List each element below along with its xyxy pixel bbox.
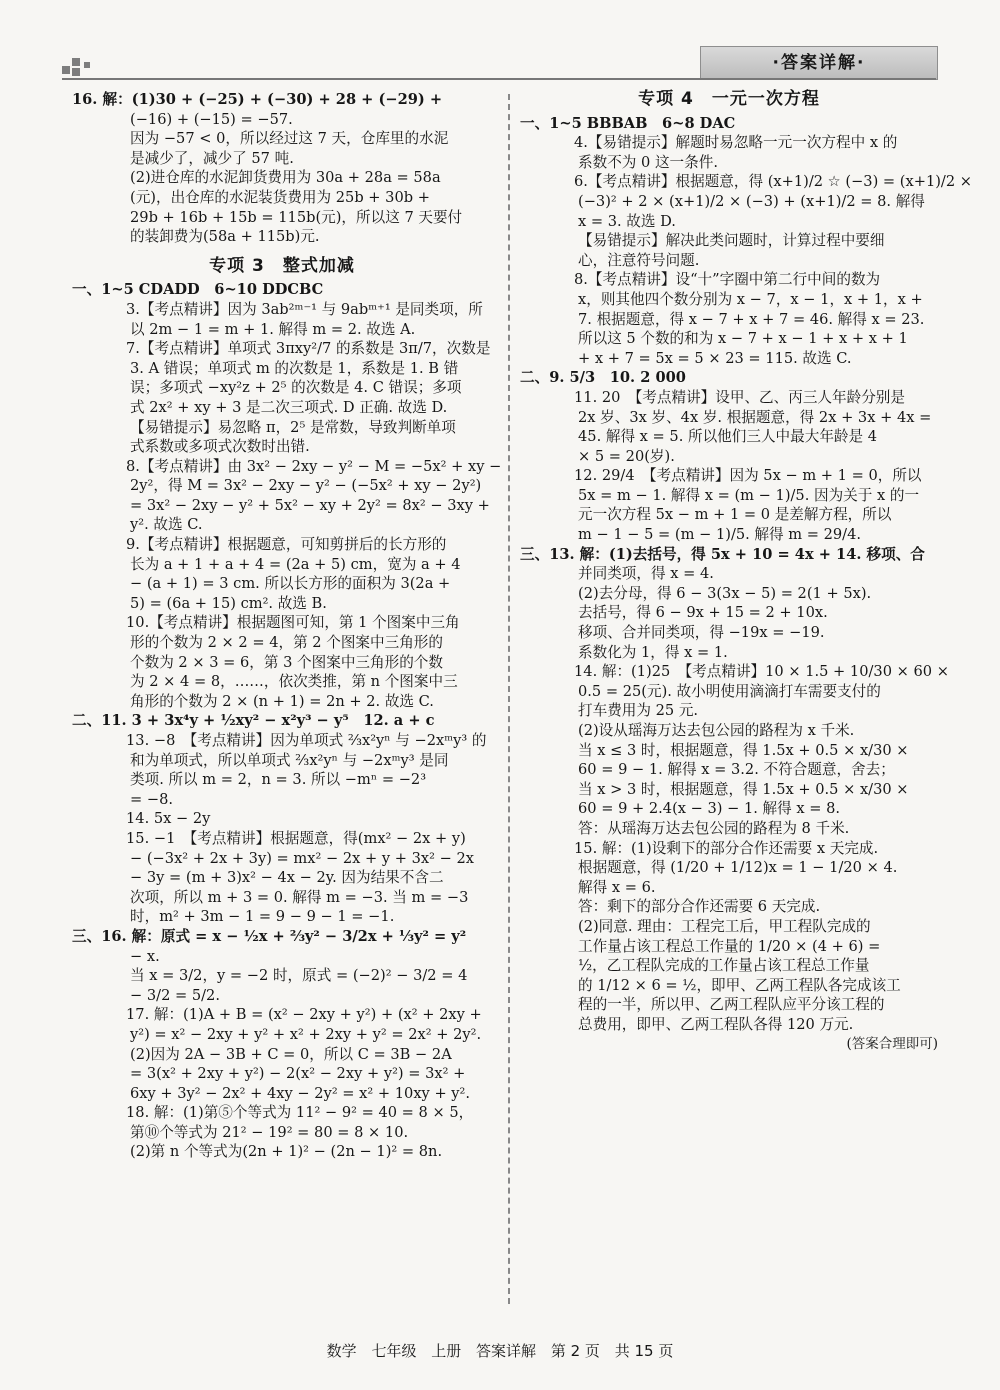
answer-line: 16. 解：(1)30 + (−25) + (−30) + 28 + (−29) +: [72, 91, 443, 108]
answer-line: 15. 解：(1)设剩下的部分合作还需要 x 天完成.: [574, 839, 879, 857]
answer-line: 6xy + 3y² − 2x² + 4xy − 2y² = x² + 10xy + y².: [130, 1084, 471, 1102]
answer-line: 7.【考点精讲】单项式 3πxy²/7 的系数是 3π/7，次数是: [126, 340, 491, 358]
column-divider: [508, 94, 510, 1304]
answer-line: (2)因为 2A − 3B + C = 0，所以 C = 3B − 2A: [130, 1045, 452, 1063]
answer-line: 9.【考点精讲】根据题意，可知剪拼后的长方形的: [126, 536, 447, 554]
answer-line: 的 1/12 × 6 = ½，即甲、乙两工程队各完成该工: [578, 976, 901, 994]
answer-line: 心，注意符号问题.: [578, 251, 700, 269]
footer-grade: 七年级: [371, 1342, 417, 1360]
left-column: [72, 90, 502, 1162]
answer-line: 一、1~5 CDADD 6~10 DDCBC: [72, 281, 324, 299]
answer-line: 4.【易错提示】解题时易忽略一元一次方程中 x 的: [574, 134, 898, 152]
answer-line: 工作量占该工程总工作量的 1/20 × (4 + 6) =: [578, 937, 881, 955]
answer-line: 程的一半，所以甲、乙两工程队应平分该工程的: [578, 996, 885, 1014]
answer-line: 二、9. 5/3 10. 2 000: [520, 369, 686, 387]
answer-line: x = 3. 故选 D.: [578, 212, 676, 230]
answer-line: 5) = (6a + 15) cm². 故选 B.: [130, 594, 327, 612]
answer-line: 二、11. 3 + 3x⁴y + ½xy² − x²y³ − y⁵ 12. a + c: [72, 712, 435, 730]
footer-page: 第 2 页: [550, 1342, 600, 1360]
answer-line: 【易错提示】解决此类问题时，计算过程中要细: [578, 232, 885, 250]
answer-line: m − 1 − 5 = (m − 1)/5. 解得 m = 29/4.: [578, 526, 862, 544]
answer-line: 答：剩下的部分合作还需要 6 天完成.: [578, 898, 821, 916]
answer-line: 18. 解：(1)第⑤个等式为 11² − 9² = 40 = 8 × 5，: [126, 1104, 474, 1122]
header-tab: ·答案详解·: [700, 46, 938, 80]
answer-line: 系数不为 0 这一条件.: [578, 153, 718, 171]
answer-line: 时，m² + 3m − 1 = 9 − 9 − 1 = −1.: [130, 908, 395, 926]
answer-line: 误；多项式 −xy²z + 2⁵ 的次数是 4. C 错误；多项: [130, 379, 462, 397]
answer-line: (2)第 n 个等式为(2n + 1)² − (2n − 1)² = 8n.: [130, 1143, 443, 1161]
answer-line: 三、13. 解：(1)去括号，得 5x + 10 = 4x + 14. 移项、合: [520, 545, 925, 563]
answer-line: (−16) + (−15) = −57.: [130, 110, 293, 128]
answer-line: 15. −1 【考点精讲】根据题意，得(mx² − 2x + y): [126, 829, 466, 847]
answer-line: + x + 7 = 5x = 5 × 23 = 115. 故选 C.: [578, 349, 852, 367]
answer-line: 5x = m − 1. 解得 x = (m − 1)/5. 因为关于 x 的一: [578, 486, 920, 504]
answer-line: 角形的个数为 2 × (n + 1) = 2n + 2. 故选 C.: [130, 692, 434, 710]
answer-line: 去括号，得 6 − 9x + 15 = 2 + 10x.: [578, 604, 828, 622]
answer-line: × 5 = 20(岁).: [578, 447, 675, 465]
answer-line: 10.【考点精讲】根据题图可知，第 1 个图案中三角: [126, 614, 460, 632]
answer-line: 7. 根据题意，得 x − 7 + x + 7 = 46. 解得 x = 23.: [578, 310, 925, 328]
answer-line: 是减少了，减少了 57 吨.: [130, 149, 294, 167]
answer-line: − (a + 1) = 3 cm. 所以长方形的面积为 3(2a +: [130, 575, 451, 593]
answer-line: 式系数或多项式次数时出错.: [130, 438, 310, 456]
answer-line: − 3y = (m + 3)x² − 4x − 2y. 因为结果不含二: [130, 869, 444, 887]
answer-line: 和为单项式，所以单项式 ⅔x²yⁿ 与 −2xᵐy³ 是同: [130, 751, 449, 769]
answer-line: − (−3x² + 2x + 3y) = mx² − 2x + y + 3x² − 2x: [130, 849, 474, 867]
answer-line: 第⑩个等式为 21² − 19² = 80 = 8 × 10.: [130, 1123, 409, 1141]
answer-line: (2)设从瑶海万达去包公园的路程为 x 千米.: [578, 722, 855, 739]
answer-line: 根据题意，得 (1/20 + 1/12)x = 1 − 1/20 × 4.: [578, 859, 898, 877]
answer-line: 元一次方程 5x − m + 1 = 0 是差解方程，所以: [578, 506, 892, 524]
answer-line: x，则其他四个数分别为 x − 7，x − 1，x + 1，x +: [578, 290, 923, 308]
answer-line: 次项，所以 m + 3 = 0. 解得 m = −3. 当 m = −3: [130, 888, 469, 906]
page-footer: [0, 1340, 1000, 1361]
answer-line: 的装卸费为(58a + 115b)元.: [130, 228, 320, 246]
answer-line: − x.: [130, 947, 160, 965]
answer-line: = 3(x² + 2xy + y²) − 2(x² − 2xy + y²) = 3x² +: [130, 1065, 466, 1083]
footer-subject: 数学: [326, 1342, 357, 1360]
answer-line: 一、1~5 BBBAB 6~8 DAC: [520, 114, 736, 132]
answer-line: 解得 x = 6.: [578, 878, 656, 896]
answer-line: 0.5 = 25(元). 故小明使用滴滴打车需要支付的: [578, 682, 881, 700]
answer-line: 6.【考点精讲】根据题意，得 (x+1)/2 ☆ (−3) = (x+1)/2 ×: [574, 173, 972, 191]
answer-line: y²) = x² − 2xy + y² + x² + 2xy + y² = 2x² + 2y².: [130, 1025, 482, 1043]
answer-line: 式 2x² + xy + 3 是二次三项式. D 正确. 故选 D.: [130, 398, 448, 416]
answer-line: 45. 解得 x = 5. 所以他们三人中最大年龄是 4: [578, 428, 878, 446]
answer-line: 总费用，即甲、乙两工程队各得 120 万元.: [578, 1015, 854, 1033]
corner-decoration: [62, 58, 102, 76]
answer-line: (答案合理即可): [846, 1035, 938, 1052]
answer-line: 14. 5x − 2y: [126, 810, 211, 828]
answer-line: − 3/2 = 5/2.: [130, 986, 220, 1004]
answer-line: 8.【考点精讲】设“十”字圈中第二行中间的数为: [574, 271, 881, 289]
answer-line: 14. 解：(1)25 【考点精讲】10 × 1.5 + 10/30 × 60 ×: [574, 663, 949, 681]
footer-book: 答案详解: [476, 1342, 537, 1360]
answer-line: 60 = 9 − 1. 解得 x = 3.2. 不符合题意，舍去；: [578, 761, 895, 779]
answer-line: 当 x = 3/2，y = −2 时，原式 = (−2)² − 3/2 = 4: [130, 967, 468, 985]
answer-line: (2)进仓库的水泥卸货费用为 30a + 28a = 58a: [130, 169, 441, 187]
answer-line: (−3)² + 2 × (x+1)/2 × (−3) + (x+1)/2 = 8. 解得: [578, 192, 925, 210]
answer-line: 8.【考点精讲】由 3x² − 2xy − y² − M = −5x² + xy −: [126, 457, 502, 475]
answer-line: 3. A 错误；单项式 m 的次数是 1，系数是 1. B 错: [130, 359, 459, 377]
section-heading: 专项 4 一元一次方程: [638, 89, 820, 109]
right-column: [520, 89, 972, 1054]
answer-line: 13. −8 【考点精讲】因为单项式 ⅔x²yⁿ 与 −2xᵐy³ 的: [126, 732, 487, 749]
answer-line: = 3x² − 2xy − y² + 5x² − xy + 2y² = 8x² − 3xy +: [130, 496, 490, 514]
answer-line: 29b + 16b + 15b = 115b(元)，所以这 7 天要付: [130, 208, 463, 226]
answer-line: 为 2 × 4 = 8，……，依次类推，第 n 个图案中三: [130, 673, 458, 691]
answer-line: 12. 29/4 【考点精讲】因为 5x − m + 1 = 0，所以: [574, 467, 922, 485]
answer-line: 【易错提示】易忽略 π，2⁵ 是常数，导致判断单项: [130, 418, 456, 436]
answer-line: 系数化为 1，得 x = 1.: [578, 643, 728, 661]
answer-line: (元)，出仓库的水泥装货费用为 25b + 30b +: [130, 188, 430, 206]
answer-line: (2)同意. 理由：工程完工后，甲工程队完成的: [578, 917, 871, 935]
answer-line: y². 故选 C.: [130, 516, 203, 534]
answer-line: 以 2m − 1 = m + 1. 解得 m = 2. 故选 A.: [130, 320, 416, 338]
section-heading: 专项 3 整式加减: [209, 255, 355, 276]
answer-line: 移项、合并同类项，得 −19x = −19.: [578, 624, 825, 642]
footer-total: 共 15 页: [614, 1342, 674, 1360]
answer-line: 三、16. 解：原式 = x − ½x + ⅔y² − 3/2x + ⅓y² = y²: [72, 927, 467, 945]
answer-line: = −8.: [130, 790, 174, 808]
header-rule: [62, 78, 936, 80]
answer-line: 2y²，得 M = 3x² − 2xy − y² − (−5x² + xy − 2y²): [130, 477, 482, 495]
answer-line: 当 x ≤ 3 时，根据题意，得 1.5x + 0.5 × x/30 ×: [578, 741, 909, 759]
answer-line: 答：从瑶海万达去包公园的路程为 8 千米.: [578, 819, 850, 837]
footer-volume: 上册: [431, 1342, 462, 1360]
answer-line: 17. 解：(1)A + B = (x² − 2xy + y²) + (x² + 2xy +: [126, 1006, 482, 1024]
answer-line: 所以这 5 个数的和为 x − 7 + x − 1 + x + x + 1: [578, 330, 908, 348]
answer-line: 因为 −57 < 0，所以经过这 7 天，仓库里的水泥: [130, 130, 449, 148]
answer-line: 11. 20 【考点精讲】设甲、乙、丙三人年龄分别是: [574, 388, 905, 406]
answer-line: 类项. 所以 m = 2，n = 3. 所以 −mⁿ = −2³: [130, 771, 427, 789]
answer-line: 长为 a + 1 + a + 4 = (2a + 5) cm，宽为 a + 4: [130, 555, 461, 573]
answer-line: 3.【考点精讲】因为 3ab²ᵐ⁻¹ 与 9abᵐ⁺¹ 是同类项，所: [126, 300, 483, 318]
answer-line: (2)去分母，得 6 − 3(3x − 5) = 2(1 + 5x).: [578, 584, 872, 602]
answer-line: ½，乙工程队完成的工作量占该工程总工作量: [578, 957, 870, 975]
answer-line: 个数为 2 × 3 = 6，第 3 个图案中三角形的个数: [130, 653, 443, 671]
answer-line: 60 = 9 + 2.4(x − 3) − 1. 解得 x = 8.: [578, 800, 841, 818]
answer-line: 当 x > 3 时，根据题意，得 1.5x + 0.5 × x/30 ×: [578, 780, 909, 798]
answer-line: 并同类项，得 x = 4.: [578, 565, 714, 583]
answer-line: 打车费用为 25 元.: [578, 702, 699, 720]
answer-line: 2x 岁、3x 岁、4x 岁. 根据题意，得 2x + 3x + 4x =: [578, 408, 932, 426]
answer-line: 形的个数为 2 × 2 = 4，第 2 个图案中三角形的: [130, 634, 443, 652]
